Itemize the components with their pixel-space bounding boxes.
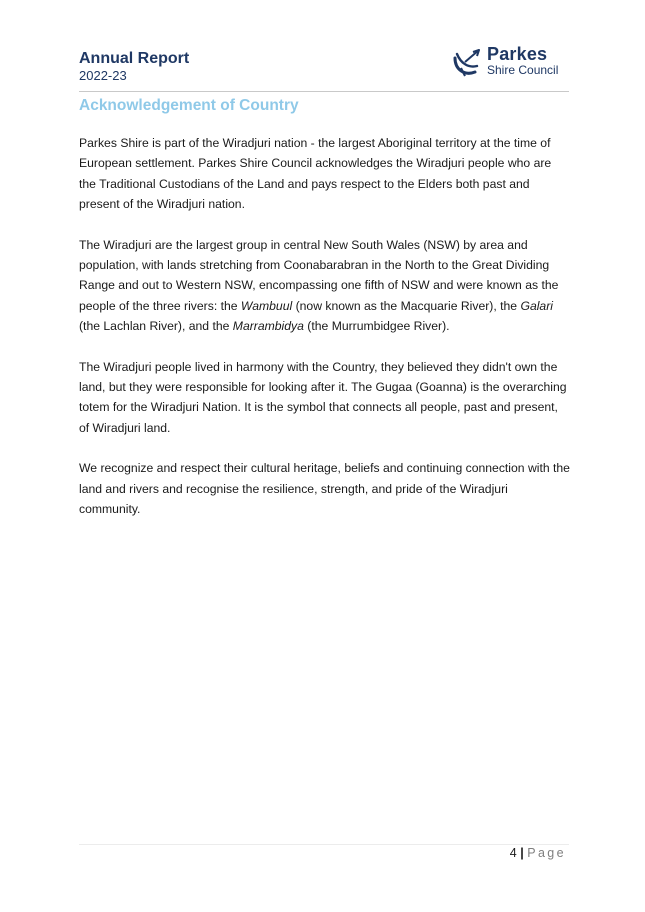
paragraph-1: Parkes Shire is part of the Wiradjuri nation - the largest Aboriginal territory at the time of European settlement. Parkes Shire Council acknowledges the Wiradjuri people who are the Traditional Custodians of the Land and pays respect to the Elders both past and present of the Wiradjuri nation.	[79, 136, 552, 211]
river-name-marrambidya: Marrambidya	[232, 318, 304, 333]
section-heading: Acknowledgement of Country	[79, 97, 299, 114]
p2-text-a: The Wiradjuri are the largest group in central New South Wales (NSW) by area and population, with lands stretching from Coonabarabran in the North to the Great Dividing Range and out to Western NSW, encompassing one fifth of NSW and were known as the people of the three rivers: the	[79, 237, 559, 313]
paragraph-4: We recognize and respect their cultural heritage, beliefs and continuing connection with the land and rivers and recognise the resilience, strength, and pride of the Wiradjuri community.	[79, 461, 570, 516]
page-label: Page	[527, 846, 566, 860]
page-footer	[510, 846, 566, 860]
river-name-wambuul: Wambuul	[240, 298, 293, 313]
river-name-galari: Galari	[520, 298, 553, 313]
report-year: 2022-23	[79, 68, 127, 83]
report-title: Annual Report	[79, 50, 190, 67]
p2-text-g: (the Murrumbidgee River).	[303, 318, 450, 333]
footer-divider	[79, 844, 569, 845]
footer-separator: |	[520, 846, 524, 860]
page-header	[79, 44, 569, 92]
header-divider	[79, 91, 569, 92]
p2-text-c: (now known as the Macquarie River), the	[292, 298, 521, 313]
page-number: 4	[509, 846, 517, 860]
logo-name: Parkes	[487, 44, 548, 64]
parkes-dish-icon	[451, 46, 483, 78]
council-logo	[451, 44, 569, 80]
logo-subtitle: Shire Council	[487, 63, 559, 77]
body-text	[79, 133, 571, 540]
paragraph-2	[79, 235, 571, 336]
paragraph-3: The Wiradjuri people lived in harmony with the Country, they believed they didn't own the land, but they were responsible for looking after it. The Gugaa (Goanna) is the overarching totem for the Wiradjuri Nation. It is the symbol that connects all people, past and present, of Wiradjuri land.	[79, 359, 567, 435]
p2-text-e: (the Lachlan River), and the	[79, 318, 233, 333]
